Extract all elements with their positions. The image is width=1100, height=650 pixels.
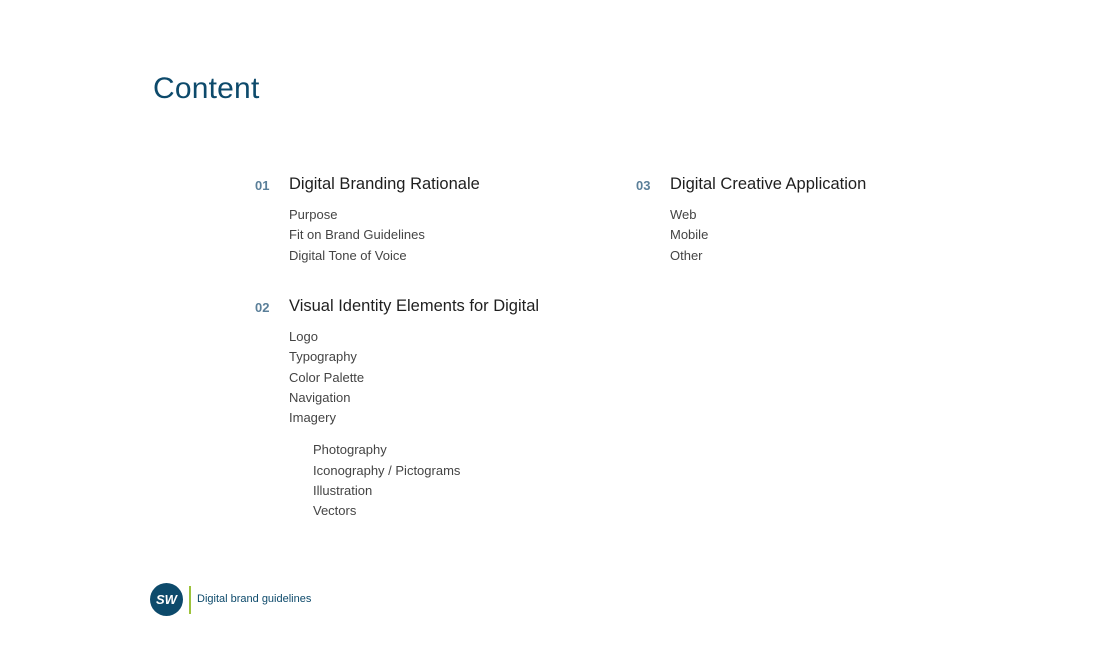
section-header xyxy=(636,175,867,199)
section-items xyxy=(289,205,425,266)
section-visual-identity-elements xyxy=(255,297,540,519)
list-item: Web xyxy=(670,207,697,222)
section-items xyxy=(289,327,436,428)
list-item: Logo xyxy=(289,329,318,344)
section-title: Visual Identity Elements for Digital xyxy=(289,297,540,315)
section-header xyxy=(255,297,540,321)
list-item: Color Palette xyxy=(289,369,365,385)
section-number: 03 xyxy=(636,178,651,193)
section-digital-creative-application xyxy=(636,175,867,263)
list-item: Other xyxy=(670,247,703,263)
section-title: Digital Creative Application xyxy=(670,175,867,193)
list-item: Typography xyxy=(289,349,357,365)
list-item: Digital Tone of Voice xyxy=(289,247,407,263)
section-number: 01 xyxy=(255,178,270,193)
nested-list-item: Vectors xyxy=(313,503,357,519)
nested-list-item: Photography xyxy=(313,442,387,458)
section-items xyxy=(670,205,708,266)
section-title: Digital Branding Rationale xyxy=(289,175,480,193)
section-header xyxy=(255,175,480,199)
nested-list-item: Illustration xyxy=(313,483,373,499)
list-item: Navigation xyxy=(289,389,351,405)
list-item: Purpose xyxy=(289,207,338,222)
section-digital-branding-rationale xyxy=(255,175,480,263)
section-number: 02 xyxy=(255,300,270,315)
list-item: Mobile xyxy=(670,227,709,243)
sw-logo-icon: SW xyxy=(150,583,183,616)
footer-label: Digital brand guidelines xyxy=(197,593,312,605)
logo-divider xyxy=(189,586,191,614)
nested-list-item: Iconography / Pictograms xyxy=(313,462,461,478)
list-item: Imagery xyxy=(289,410,336,426)
page-title: Content xyxy=(153,72,260,105)
list-item: Fit on Brand Guidelines xyxy=(289,227,425,243)
nested-items-imagery xyxy=(313,440,460,521)
